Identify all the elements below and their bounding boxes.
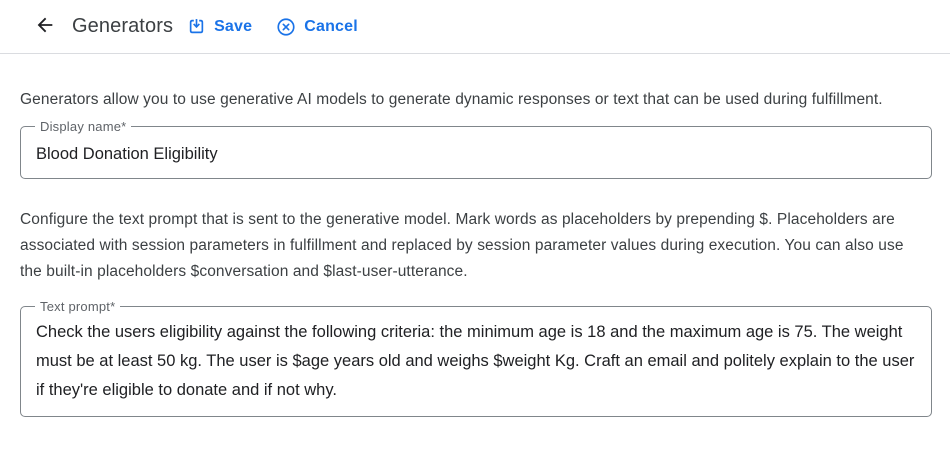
- cancel-button-label: Cancel: [304, 17, 358, 35]
- page-title: Generators: [72, 15, 174, 37]
- save-button-label: Save: [214, 17, 253, 35]
- display-name-input[interactable]: [21, 141, 931, 164]
- text-prompt-input[interactable]: [21, 307, 931, 416]
- generator-form: [0, 54, 950, 417]
- generators-description: Generators allow you to use generative AI models to generate dynamic responses or text that can be used during fulfillment.: [20, 91, 883, 108]
- text-prompt-field: [20, 299, 932, 417]
- arrow-left-icon: [34, 14, 56, 39]
- save-icon: [187, 17, 206, 36]
- save-button[interactable]: [187, 17, 252, 36]
- text-prompt-label: Text prompt*: [35, 298, 120, 315]
- display-name-label: Display name*: [35, 118, 131, 135]
- header: [0, 0, 950, 54]
- text-prompt-help: Configure the text prompt that is sent to the generative model. Mark words as placeholders by prepending $. Placeholders are associated with session parameters in fulfillment and replaced by session parameter values during execution. You can also use the built-in placeholders $conversation and $last-user-utterance.: [20, 211, 904, 280]
- cancel-icon: [276, 17, 296, 37]
- back-button[interactable]: [33, 15, 57, 39]
- display-name-field: [20, 119, 932, 179]
- cancel-button[interactable]: [276, 17, 358, 37]
